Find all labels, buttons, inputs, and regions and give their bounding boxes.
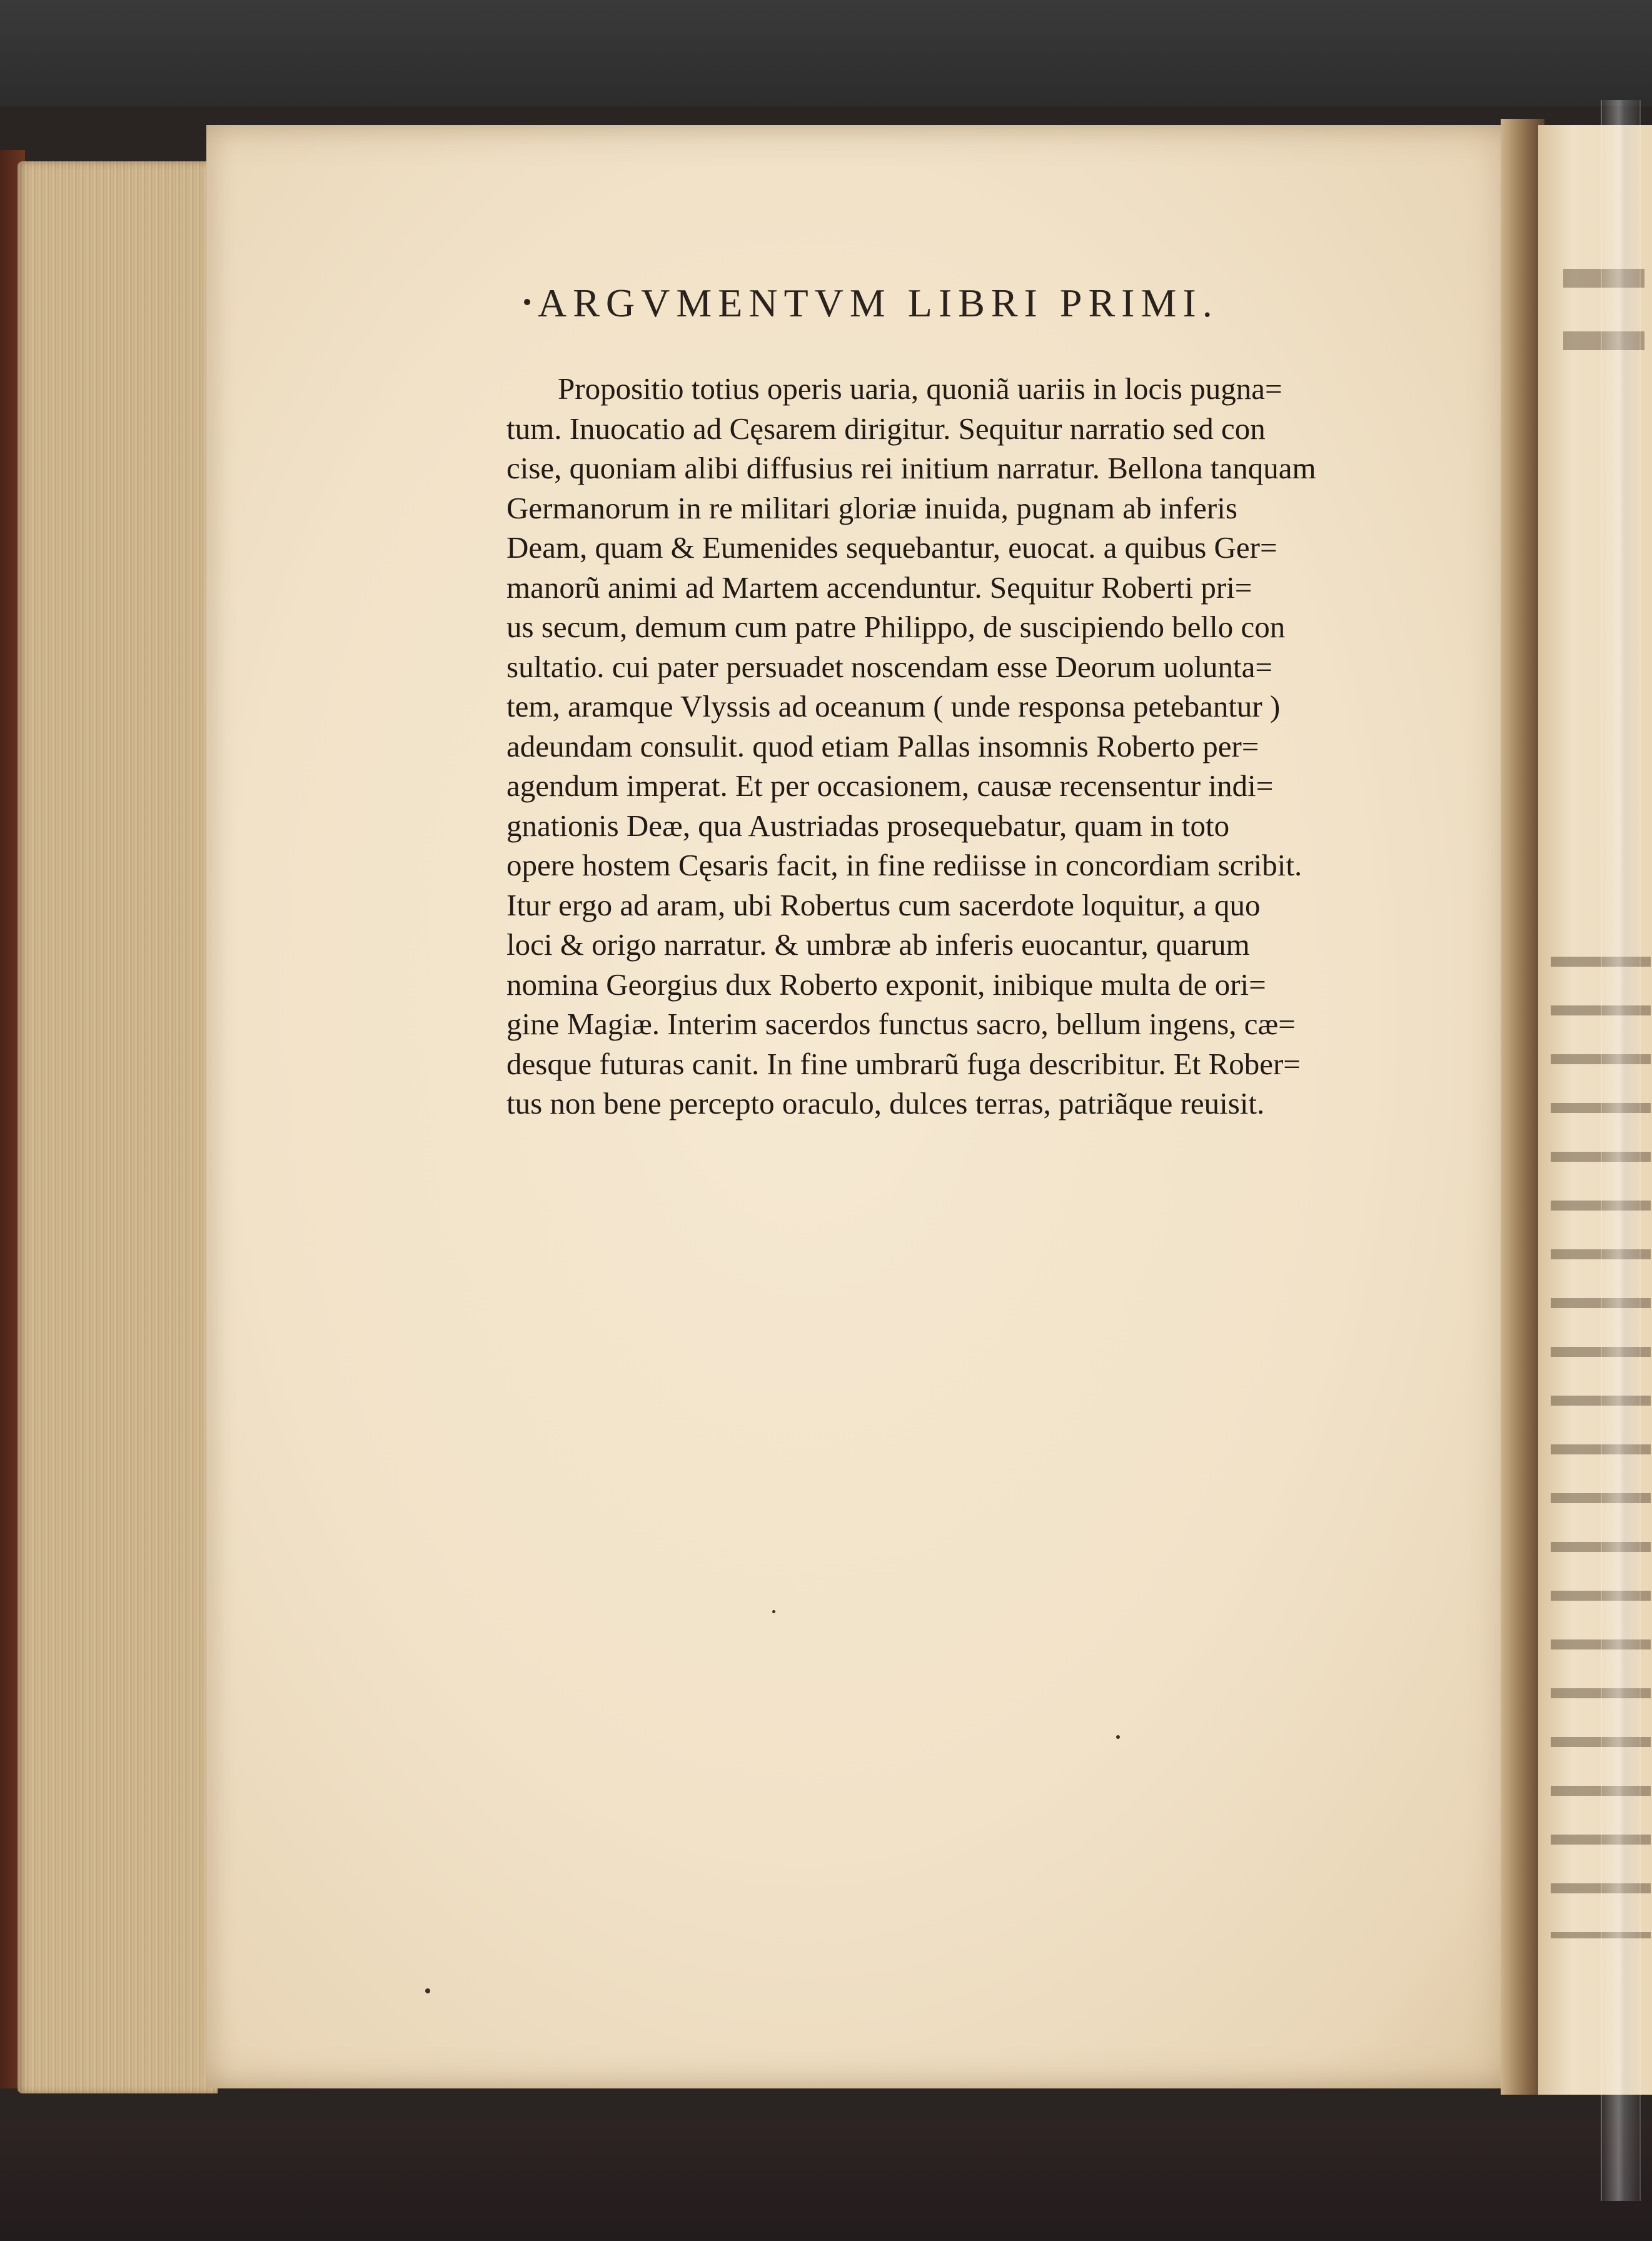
text-line: tum. Inuocatio ad Cęsarem dirigitur. Sequitur narratio sed con — [506, 411, 1266, 446]
backdrop-top — [0, 0, 1652, 106]
glass-clip — [1601, 100, 1641, 2201]
heading-ornament — [524, 299, 530, 305]
text-line: Propositio totius operis uaria, quoniã uariis in locis pugna= — [558, 371, 1282, 406]
text-line: tem, aramque Vlyssis ad oceanum ( unde responsa petebantur ) — [506, 689, 1281, 723]
text-line: desque futuras canit. In fine umbrarũ fuga describitur. Et Rober= — [506, 1046, 1301, 1081]
text-line: manorũ animi ad Martem accenduntur. Sequitur Roberti pri= — [506, 570, 1252, 605]
text-line: tus non bene percepto oraculo, dulces terras, patriãque reuisit. — [506, 1086, 1265, 1120]
text-line: nomina Georgius dux Roberto exponit, inibique multa de ori= — [506, 967, 1266, 1002]
text-line: Deam, quam & Eumenides sequebantur, euocat. a quibus Ger= — [506, 530, 1277, 565]
text-line: cise, quoniam alibi diffusius rei initium narratur. Bellona tanquam — [506, 451, 1316, 485]
text-line: gine Magiæ. Interim sacerdos functus sacro, bellum ingens, cæ= — [506, 1007, 1296, 1041]
text-line: adeundam consulit. quod etiam Pallas insomnis Roberto per= — [506, 728, 1259, 763]
text-line: Itur ergo ad aram, ubi Robertus cum sacerdote loquitur, a quo — [506, 887, 1261, 922]
text-line: sultatio. cui pater persuadet noscendam esse Deorum uolunta= — [506, 649, 1273, 684]
text-line: us secum, demum cum patre Philippo, de suscipiendo bello con — [506, 610, 1286, 644]
ink-speck — [425, 1988, 430, 1993]
backdrop-bottom — [0, 2120, 1652, 2241]
text-line: loci & origo narratur. & umbræ ab inferis euocantur, quarum — [506, 927, 1250, 962]
text-line: agendum imperat. Et per occasionem, causæ recensentur indi= — [506, 768, 1274, 803]
text-line: Germanorum in re militari gloriæ inuida, pugnam ab inferis — [506, 490, 1237, 525]
ink-speck — [1116, 1735, 1120, 1739]
page-edges — [18, 161, 218, 2093]
page-heading: ARGVMENTVM LIBRI PRIMI. — [538, 281, 1219, 325]
text-line: gnationis Deæ, qua Austriadas prosequebatur, quam in toto — [506, 808, 1230, 843]
argument-text — [506, 369, 1432, 1124]
text-line: opere hostem Cęsaris facit, in fine rediisse in concordiam scribit. — [506, 848, 1302, 882]
ink-speck — [772, 1610, 775, 1613]
